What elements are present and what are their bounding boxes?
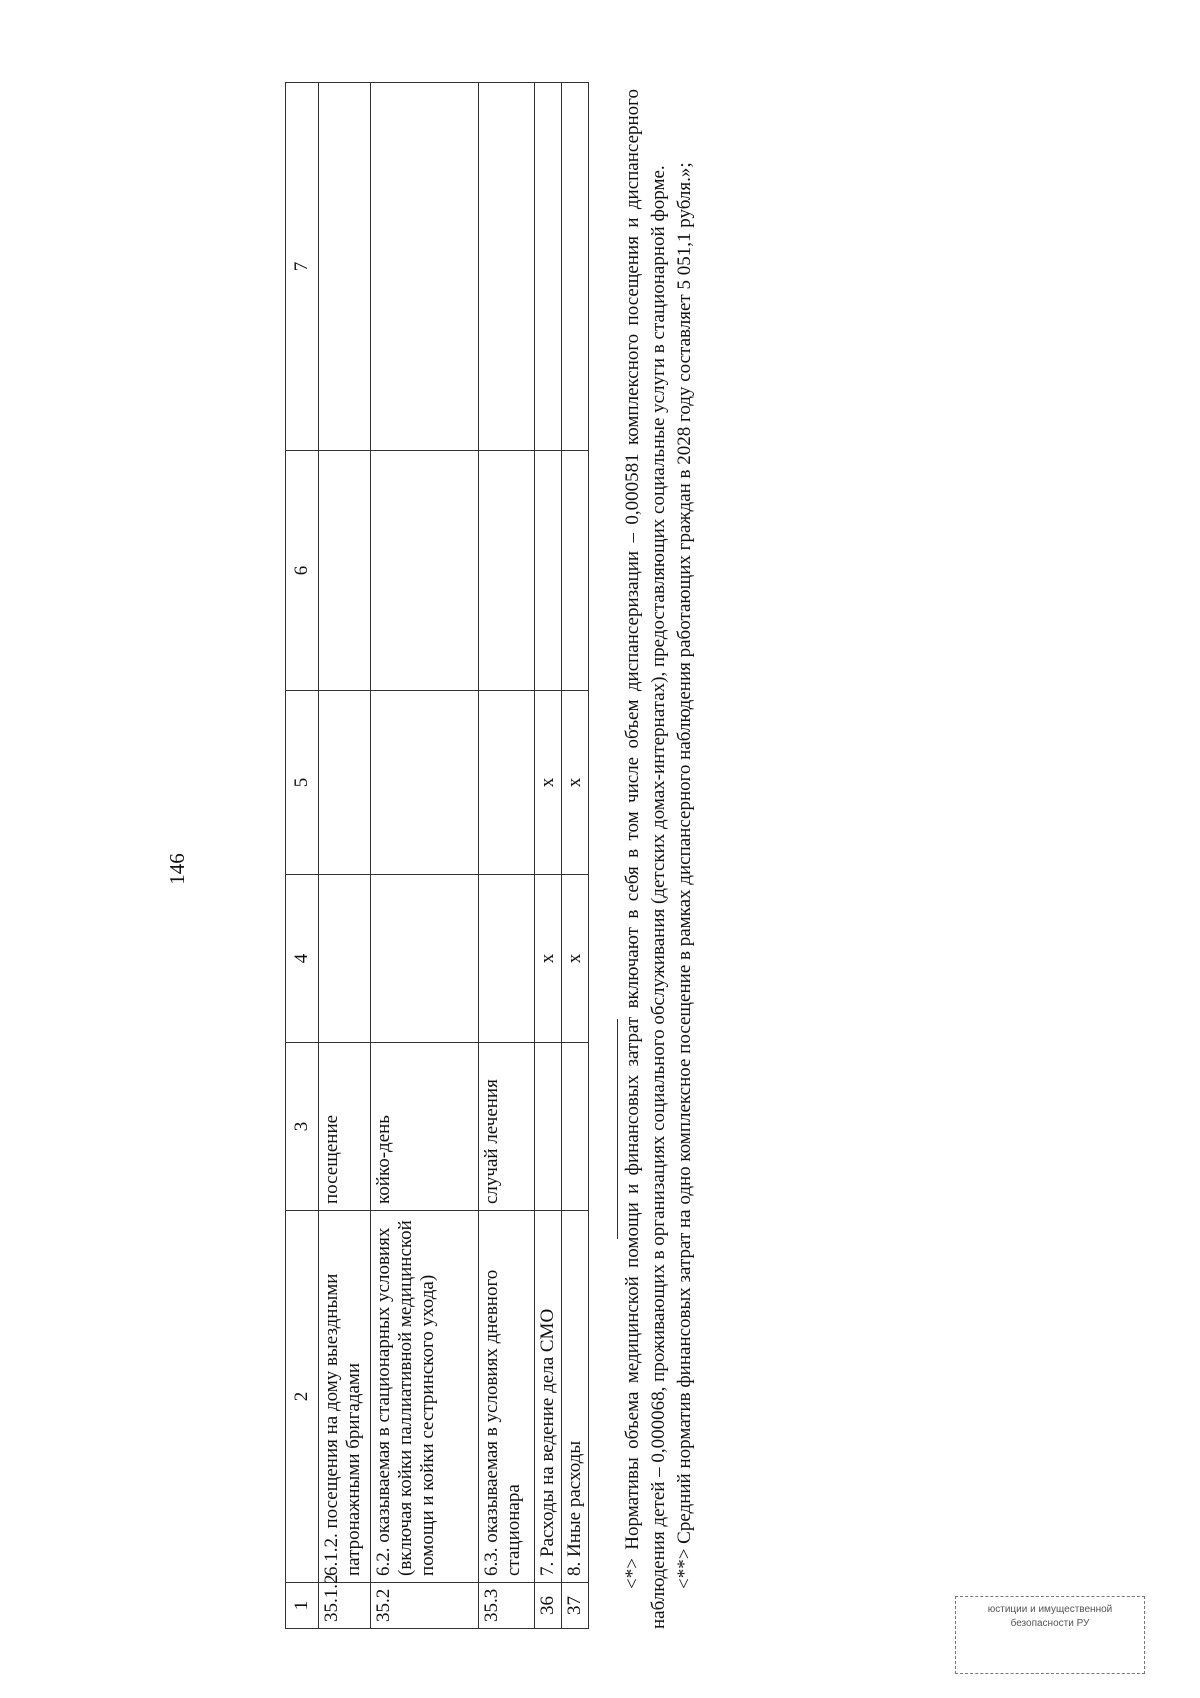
row-cell-7: [479, 83, 535, 451]
row-unit: [535, 1043, 562, 1211]
row-cell-7: [319, 83, 371, 451]
row-name: 6.2. оказываемая в стационарных условиях (включая койки паллиативной медицинской помощи и койки сестринского ухода): [371, 1211, 479, 1583]
footnote-2: <**> Средний норматив финансовых затрат на одно комплексное посещение в рамках диспансерного наблюдения работающих граждан в 2028 году составляет 5 051,1 рубля.»;: [674, 162, 695, 1589]
header-cell-7: 7: [286, 83, 319, 451]
row-cell-4: [371, 875, 479, 1043]
row-cell-6: [535, 451, 562, 691]
row-cell-4: х: [562, 875, 589, 1043]
row-name: 6.3. оказываемая в условиях дневного стационара: [479, 1211, 535, 1583]
row-unit: койко-день: [371, 1043, 479, 1211]
rotated-page: [165, 69, 695, 1669]
row-unit: посещение: [319, 1043, 371, 1211]
table-row: [535, 83, 562, 1629]
table-row: [479, 83, 535, 1629]
row-cell-7: [535, 83, 562, 451]
row-name: 6.1.2. посещения на дому выездными патронажными бригадами: [319, 1211, 371, 1583]
row-number: 36: [535, 1583, 562, 1629]
row-cell-6: [479, 451, 535, 691]
row-number: 37: [562, 1583, 589, 1629]
table-header-row: [286, 83, 319, 1629]
stamp-line-2: безопасности РУ: [1010, 1618, 1090, 1629]
row-cell-5: [479, 691, 535, 875]
row-cell-6: [319, 451, 371, 691]
row-cell-5: [319, 691, 371, 875]
row-cell-5: [371, 691, 479, 875]
row-number: 35.3: [479, 1583, 535, 1629]
header-cell-5: 5: [286, 691, 319, 875]
footnotes: [617, 89, 698, 1629]
row-number: 35.1.2: [319, 1583, 371, 1629]
row-cell-5: х: [562, 691, 589, 875]
table-row: [371, 83, 479, 1629]
row-cell-4: х: [535, 875, 562, 1043]
header-cell-4: 4: [286, 875, 319, 1043]
row-cell-6: [562, 451, 589, 691]
row-cell-7: [562, 83, 589, 451]
row-unit: случай лечения: [479, 1043, 535, 1211]
row-unit: [562, 1043, 589, 1211]
header-cell-1: 1: [286, 1583, 319, 1629]
footnote-1: <*> Нормативы объема медицинской помощи и финансовых затрат включают в себя в том числе объем диспансеризации – 0,000581 комплексного посещения и диспансерного наблюдения детей – 0,000068, проживающих в организациях социального обслуживания (детских домах-интернатах), предоставляющих социальные услуги в стационарной форме.: [622, 89, 669, 1629]
footnote-divider: [617, 1019, 618, 1239]
table-row: [319, 83, 371, 1629]
row-name: 8. Иные расходы: [562, 1211, 589, 1583]
row-cell-4: [479, 875, 535, 1043]
row-cell-5: х: [535, 691, 562, 875]
stamp-line-1: юстиции и имущественной: [987, 1604, 1113, 1615]
header-cell-2: 2: [286, 1211, 319, 1583]
header-cell-6: 6: [286, 451, 319, 691]
page-number: 146: [165, 853, 189, 885]
table-row: [562, 83, 589, 1629]
header-cell-3: 3: [286, 1043, 319, 1211]
row-name: 7. Расходы на ведение дела СМО: [535, 1211, 562, 1583]
row-number: 35.2: [371, 1583, 479, 1629]
norms-table: [285, 82, 589, 1629]
row-cell-7: [371, 83, 479, 451]
registration-stamp: [955, 1596, 1145, 1674]
row-cell-4: [319, 875, 371, 1043]
row-cell-6: [371, 451, 479, 691]
